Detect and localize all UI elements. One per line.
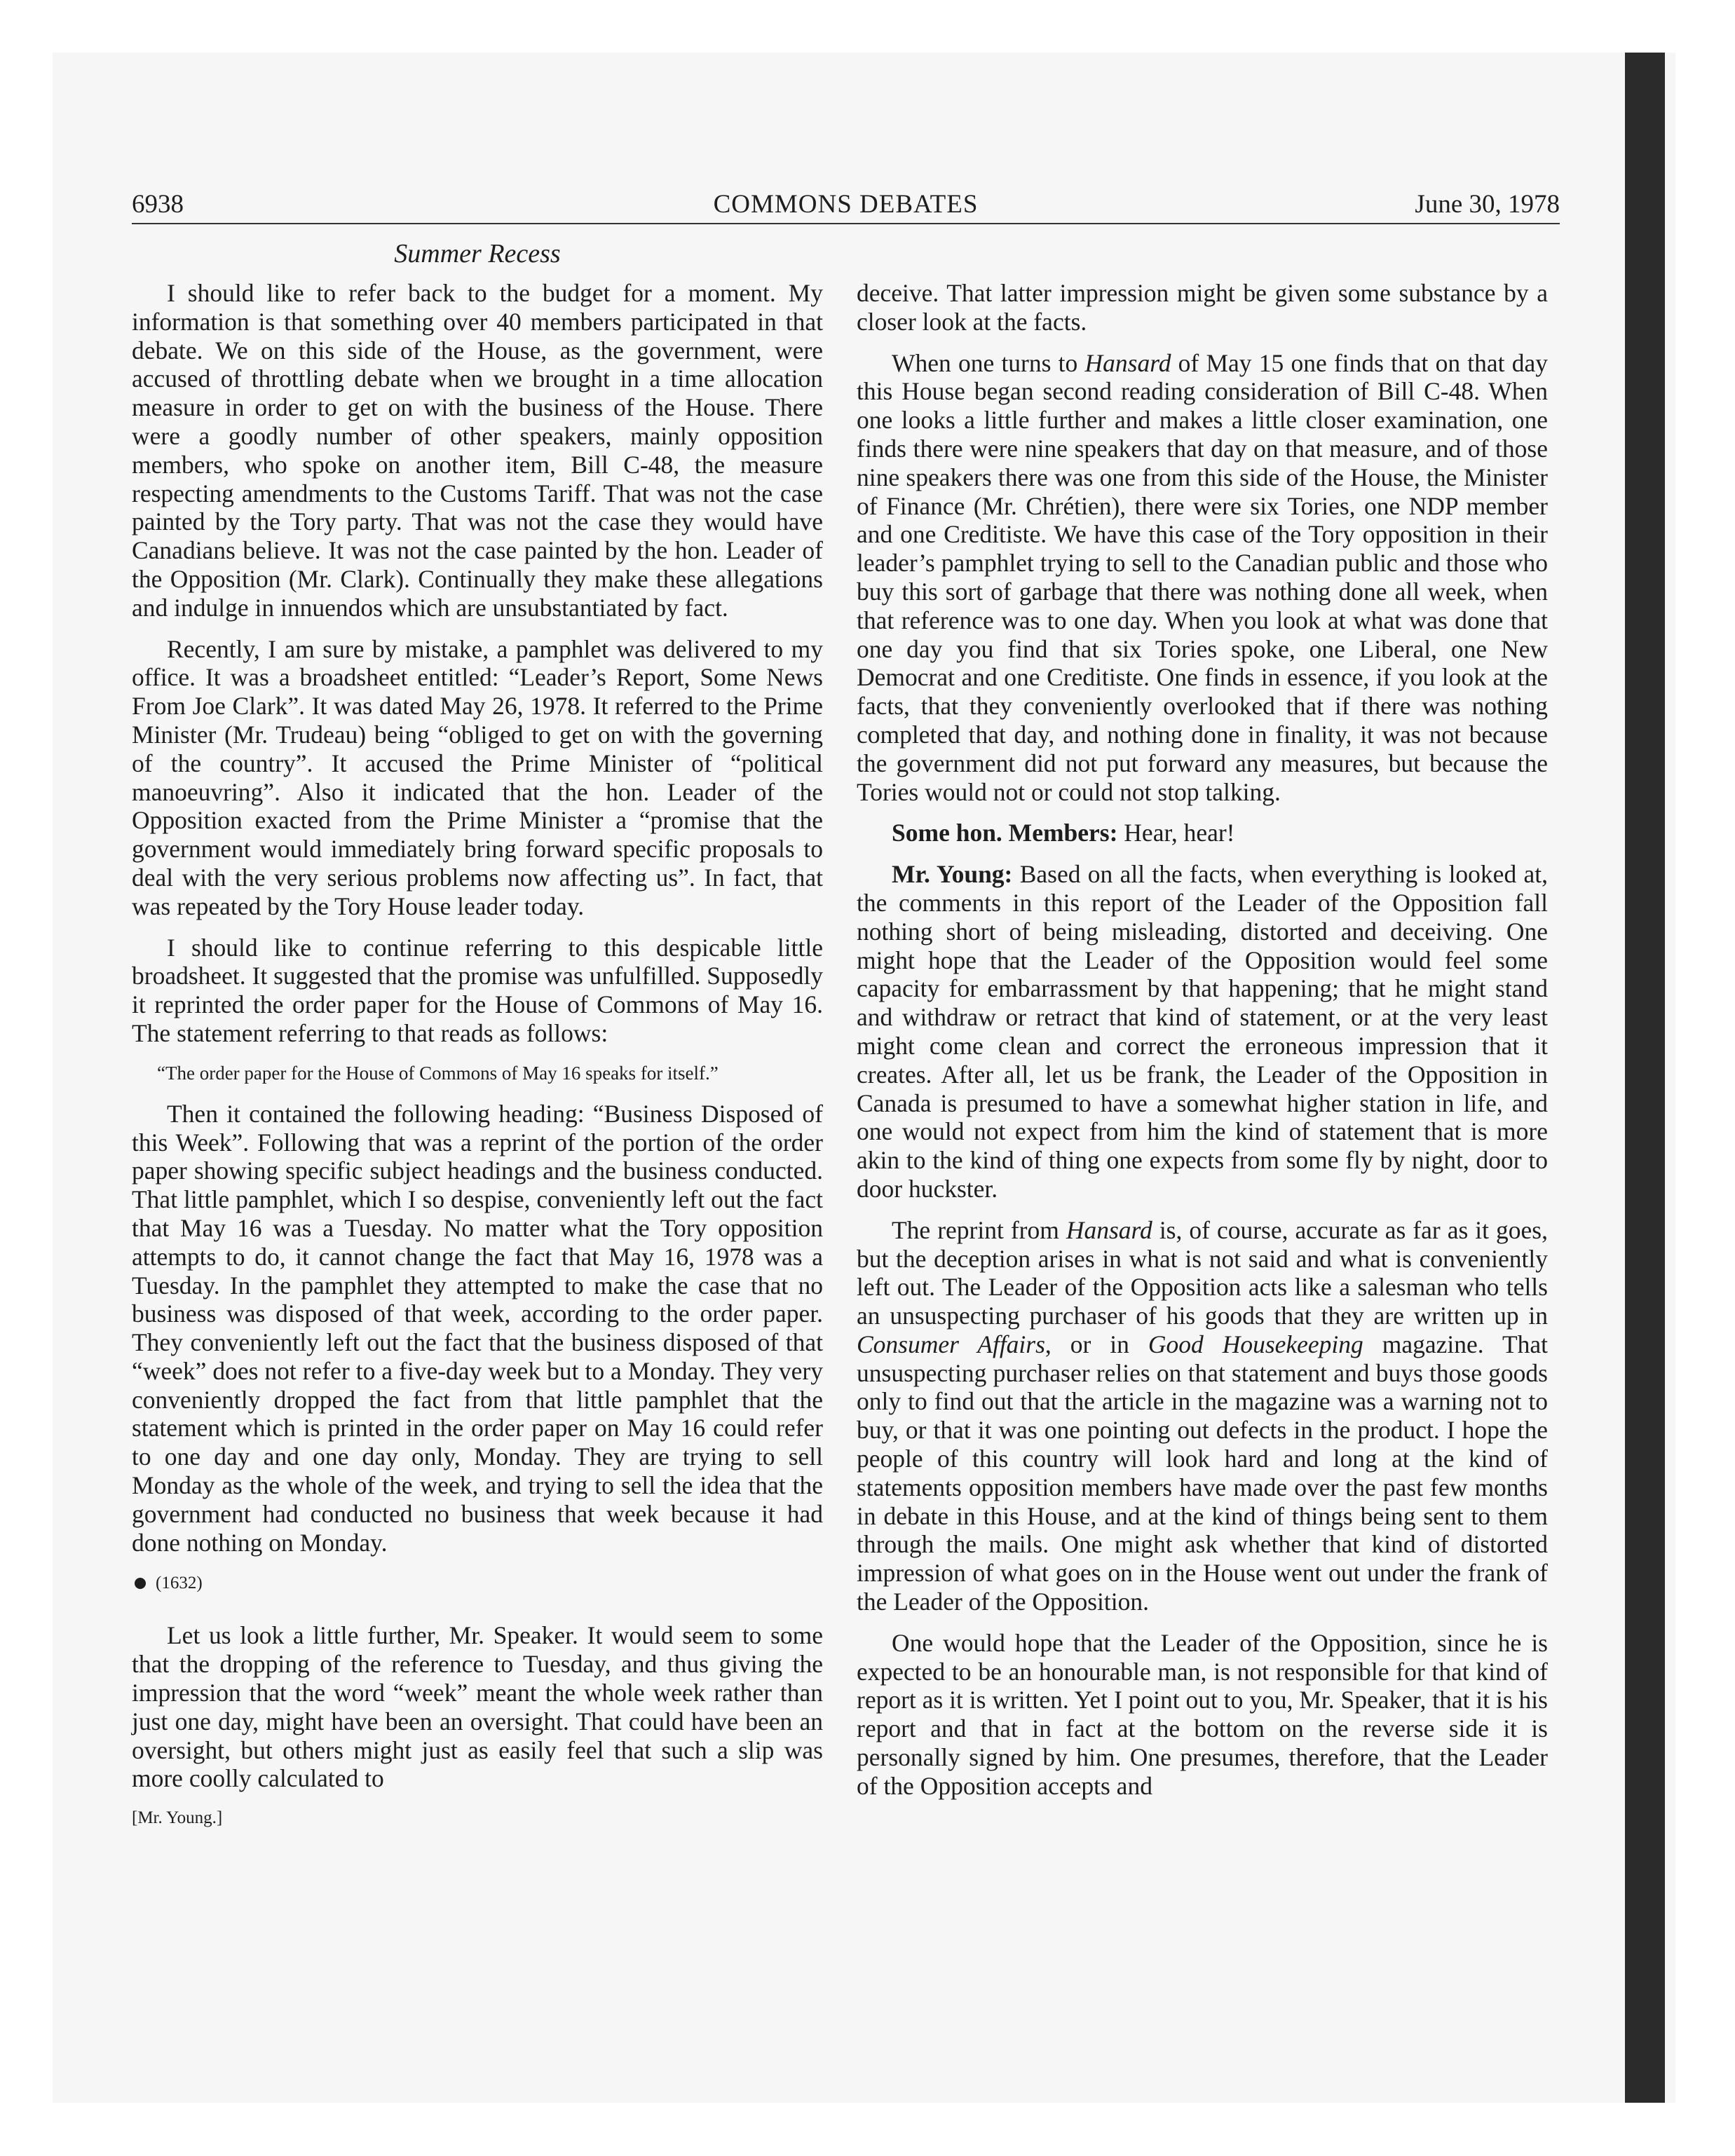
interjection [857,819,1548,847]
hansard-italic: Hansard [1084,348,1171,377]
paragraph: One would hope that the Leader of the Opposition, since he is expected to be an honourable man, is not responsible for that kind of report as it is written. Yet I point out to you, Mr. Speaker, that it is his report and that in fact at the bottom on the reverse side it is personally signed by him. One presumes, therefore, that the Leader of the Opposition accepts and [857,1628,1548,1800]
paragraph [857,349,1548,807]
interjection-text: Hear, hear! [1117,819,1235,847]
paragraph: Recently, I am sure by mistake, a pamphlet was delivered to my office. It was a broadsheet entitled: “Leader’s Report, Some News From Joe Clark”. It was dated May 26, 1978. It referred to the Prime Minister (Mr. Trudeau) being “obliged to get on with the governing of the country”. It accused the Prime Minister of “political manoeuvring”. Also it indicated that the hon. Leader of the Opposition exacted from the Prime Minister a “promise that the government would immediately bring forward specific proposals to deal with the very serious problems now affecting us”. In fact, that was repeated by the Tory House leader today. [132,634,823,920]
left-column [132,279,823,1831]
paragraph: Then it contained the following heading: “Business Disposed of this Week”. Following that was a reprint of the portion of the order paper showing specific subject headings and the business conducted. That little pamphlet, which I so despise, conveniently left out the fact that May 16 was a Tuesday. No matter what the Tory opposition attempts to do, it cannot change the fact that May 16, 1978 was a Tuesday. In the pamphlet they attempted to make the case that no business was disposed of that week, according to the order paper. They conveniently left out the fact that the business disposed of that “week” does not refer to a five-day week but to a Monday. They very conveniently dropped the fact from that little pamphlet that the statement which is printed in the order paper on May 16 could refer to one day and one day only, Monday. They are trying to sell Monday as the whole of the week, and trying to sell the idea that the government had conducted no business that week because it had done nothing on Monday. [132,1099,823,1557]
magazine-italic: Consumer Affairs [857,1330,1045,1358]
text-run: When one turns to [892,348,1085,377]
hansard-italic: Hansard [1066,1215,1152,1244]
publication-date: June 30, 1978 [1415,190,1560,219]
section-title: Summer Recess [394,239,561,268]
page-number: 6938 [132,190,184,219]
paragraph: deceive. That latter impression might be given some substance by a closer look at the facts. [857,279,1548,336]
right-column [857,279,1548,1813]
bullet-icon [135,1578,146,1589]
speech-text: Based on all the facts, when everything is looked at, the comments in this report of the Leader of the Opposition fall nothing short of being misleading, distorted and deceiving. One might hope that the Leader of the Opposition would feel some capacity for embarrassment by that happening; that he might stand and withdraw or retract that kind of statement, or at the very least might come clean and correct the erroneous impression that it creates. After all, let us be frank, the Leader of the Opposition in Canada is presumed to have a somewhat higher station in life, and one would not expect from him the kind of statement that is more akin to the kind of thing one expects from some fly by night, door to door huckster. [857,860,1548,1203]
paragraph: I should like to continue referring to this despicable little broadsheet. It suggested that the promise was unfulfilled. Supposedly it reprinted the order paper for the House of Commons of May 16. The statement referring to that reads as follows: [132,933,823,1047]
time-marker-text: (1632) [156,1574,203,1593]
text-run: is, of course, accurate as far as it goes, but the deception arises in what is not said and what is conveniently left out. The Leader of the Opposition acts like a salesman who tells an unsuspecting purchaser of his goods that they are written up in [857,1215,1548,1330]
speaker-note: [Mr. Young.] [132,1808,223,1828]
page-header [132,189,1560,224]
text-run: of May 15 one finds that on that day this House began second reading consideration of Bill C-48. When one looks a little further and makes a little closer examination, one finds there were nine speakers that day on that measure, and of those nine speakers there was one from this side of the House, the Minister of Finance (Mr. Chrétien), there were six Tories, one NDP member and one Creditiste. We have this case of the Tory opposition in their leader’s pamphlet trying to sell to the Canadian public and those who buy this sort of garbage that there was nothing done all week, when that reference was to one day. When you look at what was done that one day you find that six Tories spoke, one Liberal, one New Democrat and one Creditiste. One finds in essence, if you look at the facts, that they conveniently overlooked that if there was nothing completed that day, and nothing done in finality, it was not because the government did not put forward any measures, but because the Tories would not or could not stop talking. [857,348,1549,806]
paragraph: I should like to refer back to the budget for a moment. My information is that something over 40 members participated in that debate. We on this side of the House, as the government, were accused of throttling debate when we brought in a time allocation measure in order to get on with the business of the House. There were a goodly number of other speakers, mainly opposition members, who spoke on another item, Bill C-48, the measure respecting amendments to the Customs Tariff. That was not the case painted by the Tory party. That was not the case they would have Canadians believe. It was not the case painted by the hon. Leader of the Opposition (Mr. Clark). Continually they make these allegations and indulge in innuendos which are unsubstantiated by fact. [132,279,823,622]
text-run: , or in [1045,1330,1148,1358]
text-run: magazine. That unsuspecting purchaser relies on that statement and buys those goods only to find out that the article in the magazine was a warning not to buy, or that it was one pointing out defects in the product. I hope the people of this country will look hard and long at the kind of statements opposition members have made over the past few months in debate in this House, and at the kind of things being sent to them through the mails. One might ask whether that kind of distorted impression of what goes on in the House went out under the frank of the Leader of the Opposition. [857,1330,1548,1616]
speaker-label: Mr. Young: [892,860,1013,889]
magazine-italic: Good Housekeeping [1148,1330,1363,1358]
scan-edge-shadow [1625,53,1665,2103]
publication-title: COMMONS DEBATES [713,190,979,219]
time-marker [132,1569,823,1597]
speaker-label: Some hon. Members: [892,819,1118,847]
quotation: “The order paper for the House of Commons of May 16 speaks for itself.” [157,1062,719,1084]
paragraph [857,1216,1548,1616]
speech-paragraph [857,860,1548,1203]
paragraph: Let us look a little further, Mr. Speaker. It would seem to some that the dropping of the reference to Tuesday, and thus giving the impression that the word “week” meant the whole week rather than just one day, might have been an oversight. That could have been an oversight, but others might just as easily feel that such a slip was more coolly calculated to [132,1621,823,1793]
text-run: The reprint from [892,1215,1066,1244]
